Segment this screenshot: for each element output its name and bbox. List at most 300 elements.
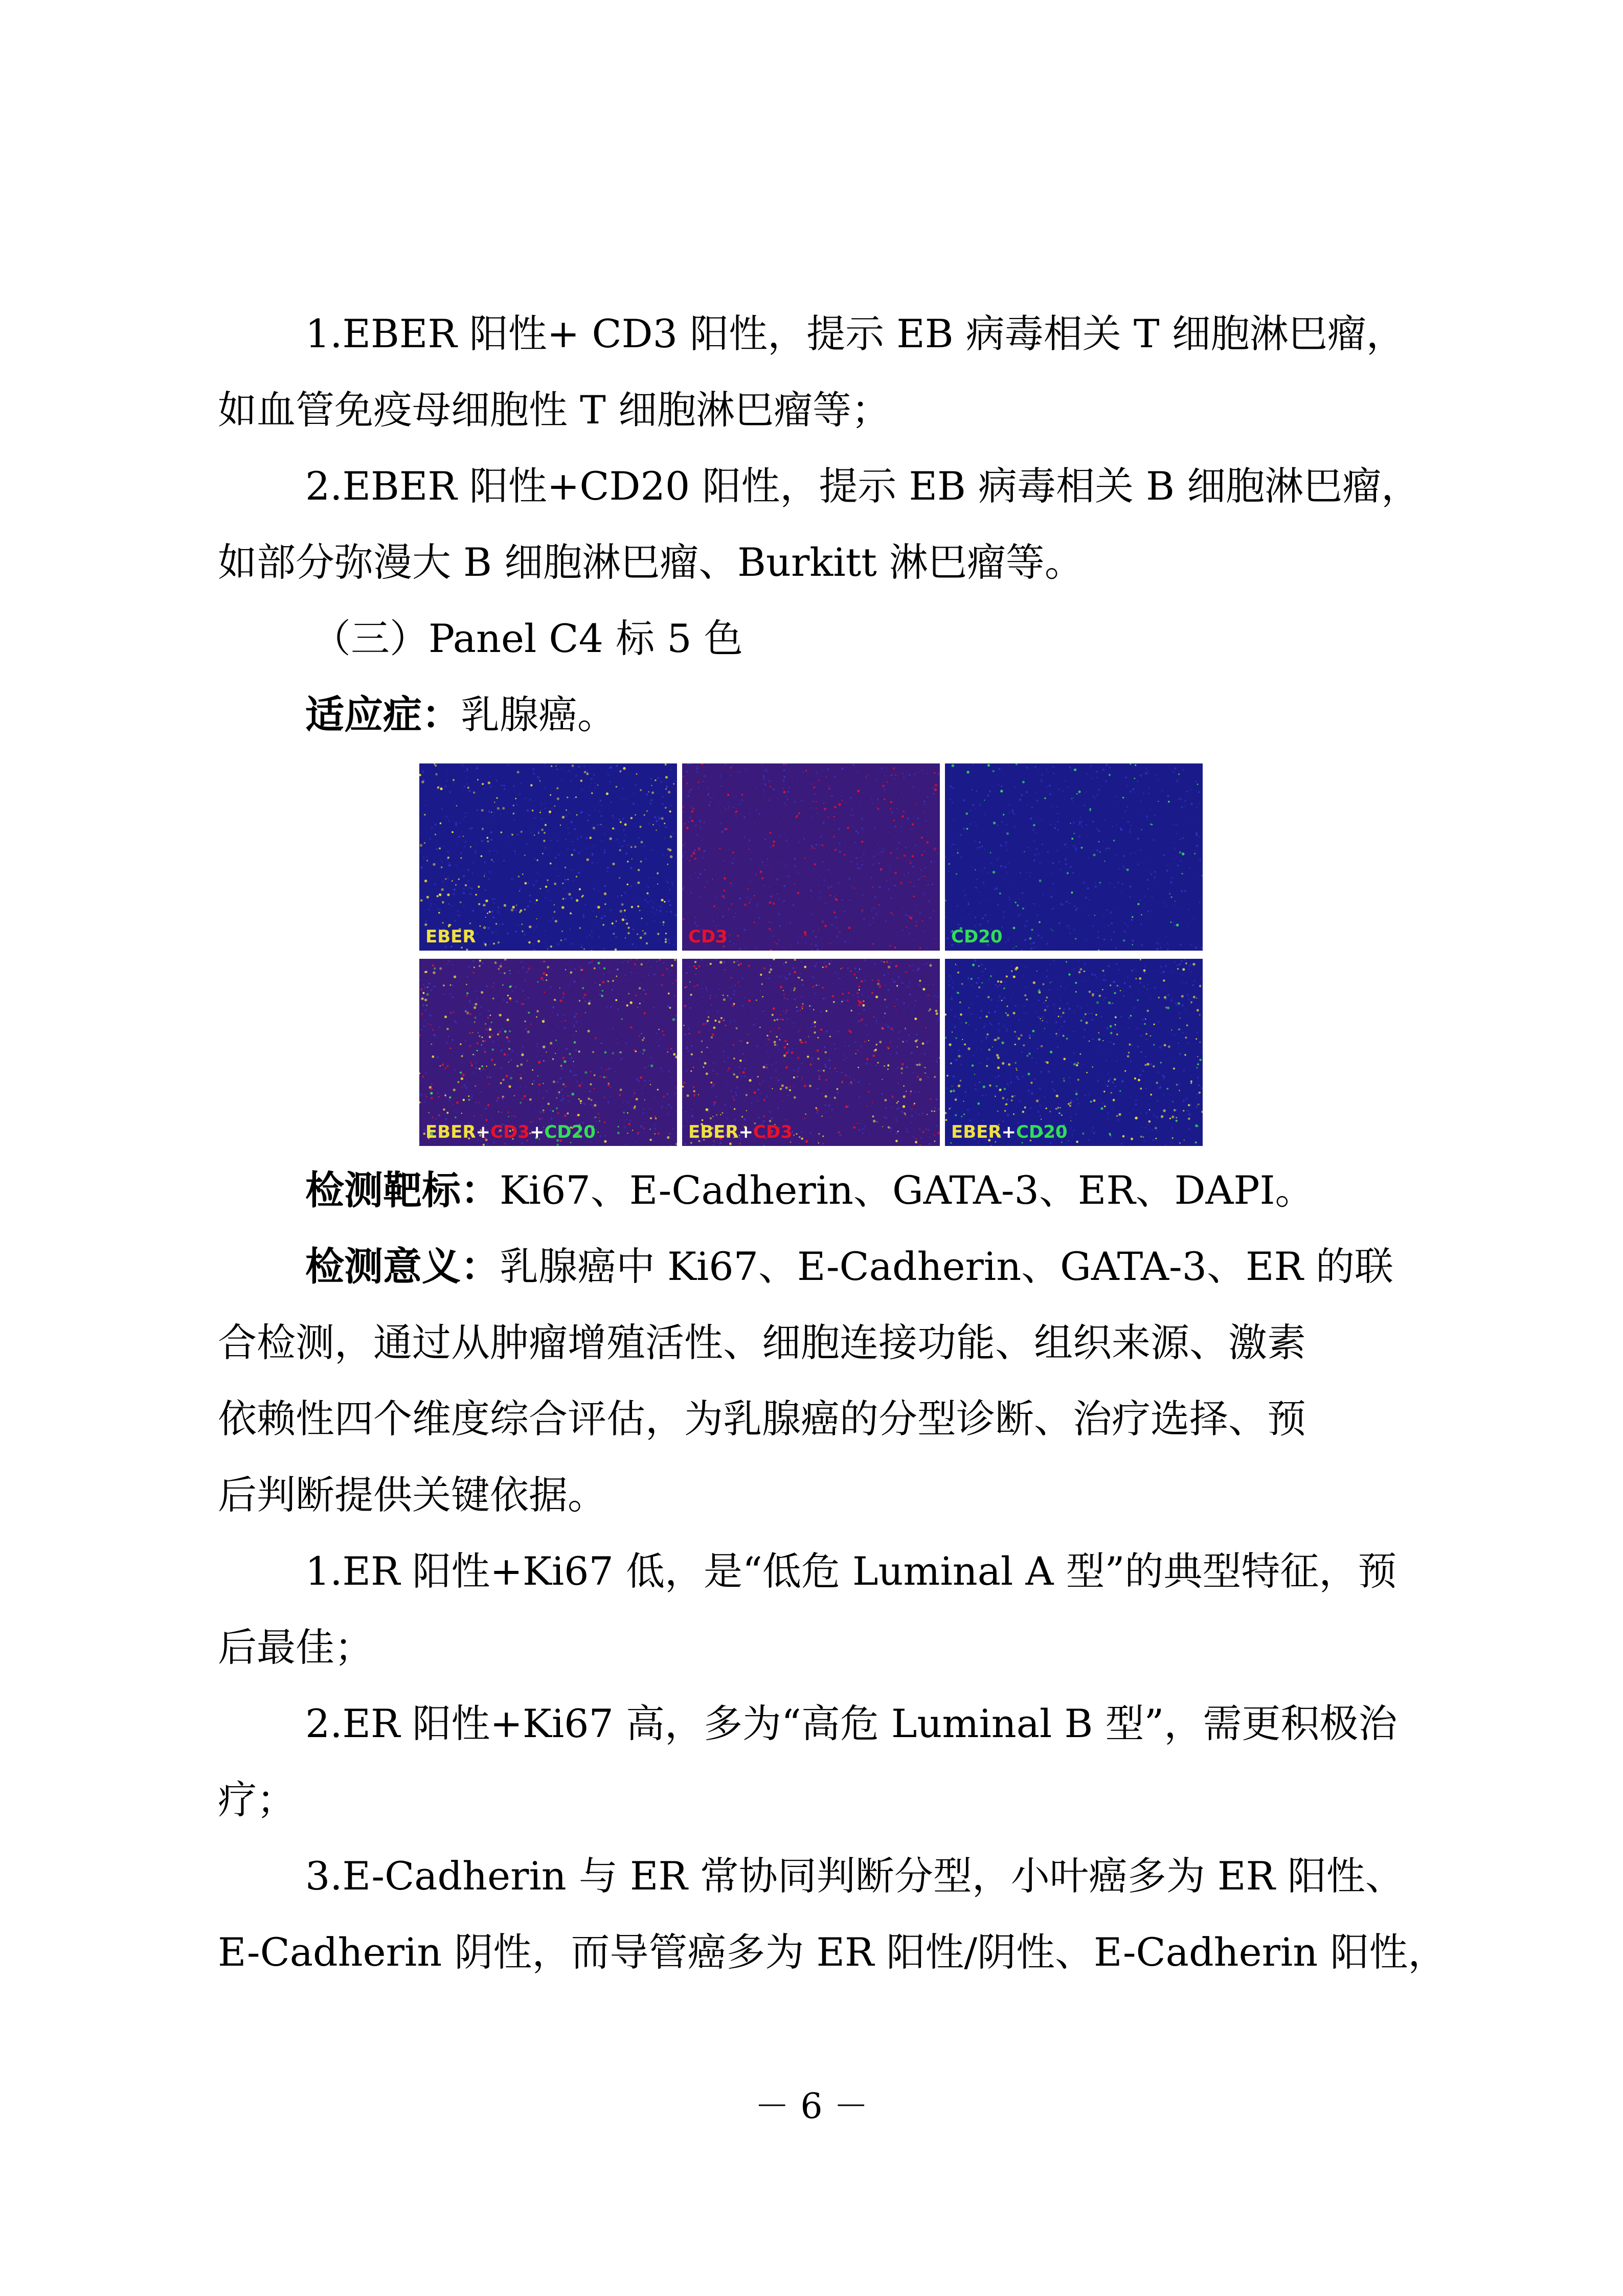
signal-dot — [953, 1090, 955, 1092]
signal-dot — [623, 1112, 625, 1114]
nucleus-dot — [1150, 1098, 1151, 1099]
nucleus-dot — [530, 808, 531, 809]
nucleus-dot — [425, 804, 427, 806]
nucleus-dot — [421, 991, 422, 992]
nucleus-dot — [1172, 972, 1174, 973]
nucleus-dot — [885, 1107, 887, 1109]
signal-dot — [548, 1103, 550, 1105]
nucleus-dot — [509, 973, 511, 975]
signal-dot — [1124, 1070, 1126, 1072]
signal-dot — [849, 1077, 850, 1078]
nucleus-dot — [447, 877, 449, 880]
nucleus-dot — [690, 892, 692, 894]
nucleus-dot — [1103, 938, 1106, 940]
nucleus-dot — [708, 1111, 710, 1113]
nucleus-dot — [1046, 943, 1048, 945]
nucleus-dot — [1154, 815, 1155, 816]
signal-dot — [770, 874, 771, 875]
nucleus-dot — [435, 1118, 437, 1120]
nucleus-dot — [1197, 1031, 1199, 1033]
signal-dot — [916, 1046, 918, 1048]
signal-dot — [763, 1115, 765, 1117]
signal-dot — [669, 1007, 671, 1009]
nucleus-dot — [736, 960, 738, 962]
signal-dot — [926, 1129, 927, 1130]
nucleus-dot — [535, 881, 537, 883]
nucleus-dot — [425, 920, 427, 922]
nucleus-dot — [1016, 1036, 1018, 1037]
signal-dot — [1128, 1052, 1130, 1054]
nucleus-dot — [902, 773, 904, 775]
signal-dot — [475, 1017, 477, 1019]
nucleus-dot — [791, 947, 792, 948]
nucleus-dot — [447, 770, 448, 771]
nucleus-dot — [909, 982, 911, 984]
nucleus-dot — [612, 1047, 613, 1048]
nucleus-dot — [746, 896, 748, 898]
nucleus-dot — [603, 948, 605, 950]
nucleus-dot — [778, 1049, 779, 1050]
signal-dot — [431, 1084, 433, 1085]
signal-dot — [670, 856, 673, 859]
nucleus-dot — [873, 1132, 874, 1133]
signal-dot — [463, 1099, 465, 1101]
nucleus-dot — [844, 1042, 846, 1043]
signal-dot — [782, 990, 784, 992]
signal-dot — [952, 764, 955, 768]
signal-dot — [1016, 966, 1018, 969]
nucleus-dot — [1043, 919, 1044, 920]
nucleus-dot — [708, 1109, 709, 1110]
nucleus-dot — [919, 1134, 920, 1135]
nucleus-dot — [534, 817, 536, 819]
signal-dot — [1199, 1092, 1201, 1094]
nucleus-dot — [923, 931, 926, 933]
nucleus-dot — [928, 900, 930, 902]
nucleus-dot — [571, 1115, 572, 1116]
nucleus-dot — [1114, 907, 1115, 908]
nucleus-dot — [1031, 1057, 1033, 1059]
signal-dot — [804, 858, 805, 859]
nucleus-dot — [1154, 871, 1156, 873]
nucleus-dot — [1126, 806, 1128, 807]
nucleus-dot — [1171, 1034, 1172, 1035]
signal-dot — [481, 809, 484, 812]
nucleus-dot — [998, 1000, 999, 1001]
nucleus-dot — [632, 1138, 633, 1139]
nucleus-dot — [482, 997, 483, 998]
nucleus-dot — [1140, 899, 1142, 901]
nucleus-dot — [841, 792, 842, 793]
signal-dot — [661, 984, 663, 986]
signal-dot — [999, 1089, 1002, 1091]
signal-dot — [1164, 1044, 1166, 1047]
signal-dot — [1158, 801, 1159, 802]
signal-dot — [463, 836, 464, 837]
signal-dot — [628, 1123, 630, 1125]
nucleus-dot — [1005, 985, 1006, 986]
nucleus-dot — [600, 1067, 603, 1070]
nucleus-dot — [1128, 1136, 1129, 1137]
nucleus-dot — [820, 875, 821, 876]
nucleus-dot — [646, 1055, 647, 1056]
signal-dot — [1141, 1051, 1142, 1052]
nucleus-dot — [1057, 988, 1058, 989]
signal-dot — [785, 961, 787, 963]
nucleus-dot — [764, 1057, 765, 1058]
signal-dot — [612, 922, 614, 925]
nucleus-dot — [816, 962, 817, 964]
nucleus-dot — [1174, 1060, 1175, 1061]
signal-dot — [694, 961, 696, 963]
nucleus-dot — [858, 1062, 859, 1063]
nucleus-dot — [1123, 1027, 1124, 1028]
nucleus-dot — [667, 854, 668, 856]
signal-dot — [712, 879, 713, 880]
nucleus-dot — [964, 918, 966, 920]
nucleus-dot — [593, 862, 594, 863]
signal-dot — [1001, 1042, 1004, 1045]
nucleus-dot — [465, 812, 466, 814]
signal-dot — [1197, 1009, 1199, 1011]
signal-dot — [528, 941, 531, 944]
nucleus-dot — [937, 996, 939, 998]
nucleus-dot — [488, 811, 491, 813]
nucleus-dot — [801, 882, 802, 883]
nucleus-dot — [1013, 883, 1015, 884]
signal-dot — [1068, 974, 1070, 976]
nucleus-dot — [762, 885, 764, 887]
paragraph-line: 依赖性四个维度综合评估，为乳腺癌的分型诊断、治疗选择、预 — [218, 1396, 1306, 1442]
nucleus-dot — [567, 939, 568, 940]
signal-dot — [854, 974, 855, 975]
nucleus-dot — [758, 813, 761, 815]
nucleus-dot — [866, 900, 867, 901]
nucleus-dot — [524, 980, 527, 982]
nucleus-dot — [756, 1018, 758, 1020]
nucleus-dot — [492, 916, 494, 918]
nucleus-dot — [1163, 1077, 1165, 1079]
indication-text: 乳腺癌。 — [461, 692, 616, 737]
nucleus-dot — [1096, 794, 1098, 796]
signal-dot — [683, 918, 684, 920]
nucleus-dot — [592, 931, 593, 932]
nucleus-dot — [872, 917, 875, 919]
nucleus-dot — [952, 987, 954, 989]
signal-dot — [1039, 880, 1042, 882]
nucleus-dot — [1176, 1005, 1178, 1006]
signal-dot — [1063, 1058, 1066, 1061]
nucleus-dot — [1053, 1004, 1055, 1006]
signal-dot — [990, 852, 991, 853]
signal-dot — [432, 964, 435, 967]
signal-dot — [581, 896, 583, 897]
nucleus-dot — [630, 979, 631, 980]
nucleus-dot — [783, 997, 785, 999]
nucleus-dot — [799, 1067, 801, 1069]
nucleus-dot — [778, 939, 780, 941]
nucleus-dot — [1033, 860, 1035, 862]
signal-dot — [762, 996, 763, 998]
nucleus-dot — [1051, 873, 1052, 874]
signal-dot — [804, 966, 806, 969]
nucleus-dot — [502, 1028, 504, 1030]
signal-dot — [432, 1116, 434, 1118]
nucleus-dot — [624, 892, 626, 894]
nucleus-dot — [1061, 842, 1062, 843]
nucleus-dot — [897, 785, 899, 787]
nucleus-dot — [828, 1097, 830, 1098]
signal-dot — [722, 895, 725, 898]
signal-dot — [449, 924, 451, 926]
nucleus-dot — [455, 1022, 458, 1024]
signal-dot — [579, 888, 581, 890]
nucleus-dot — [842, 824, 843, 825]
signal-dot — [511, 834, 513, 836]
nucleus-dot — [1065, 988, 1066, 989]
nucleus-dot — [511, 1031, 512, 1032]
nucleus-dot — [1182, 1032, 1184, 1033]
signal-dot — [724, 877, 726, 880]
nucleus-dot — [489, 1076, 491, 1078]
nucleus-dot — [524, 934, 526, 936]
nucleus-dot — [656, 984, 657, 985]
nucleus-dot — [621, 1034, 622, 1036]
nucleus-dot — [919, 1128, 920, 1130]
signal-dot — [527, 1061, 528, 1062]
nucleus-dot — [814, 993, 816, 995]
signal-dot — [1135, 1117, 1138, 1120]
signal-dot — [514, 1115, 516, 1117]
nucleus-dot — [642, 935, 644, 937]
nucleus-dot — [1032, 829, 1034, 831]
signal-dot — [545, 824, 547, 826]
nucleus-dot — [999, 996, 1001, 998]
nucleus-dot — [1196, 832, 1198, 835]
signal-dot — [781, 1085, 784, 1087]
nucleus-dot — [659, 910, 662, 913]
signal-dot — [1108, 1001, 1111, 1004]
nucleus-dot — [795, 851, 796, 852]
nucleus-dot — [755, 1079, 756, 1081]
nucleus-dot — [878, 886, 881, 889]
nucleus-dot — [448, 862, 450, 864]
nucleus-dot — [876, 807, 877, 808]
nucleus-dot — [562, 997, 565, 999]
nucleus-dot — [874, 896, 876, 898]
signal-dot — [785, 1087, 788, 1089]
nucleus-dot — [912, 964, 914, 965]
signal-dot — [439, 847, 441, 849]
nucleus-dot — [715, 1036, 716, 1037]
nucleus-dot — [727, 1008, 728, 1010]
nucleus-dot — [665, 881, 666, 882]
nucleus-dot — [520, 961, 522, 963]
nucleus-dot — [683, 1140, 684, 1141]
nucleus-dot — [503, 784, 505, 786]
signal-dot — [1029, 937, 1031, 940]
nucleus-dot — [950, 1009, 952, 1011]
signal-dot — [1074, 769, 1076, 771]
nucleus-dot — [998, 768, 1001, 770]
nucleus-dot — [857, 772, 859, 773]
nucleus-dot — [924, 1053, 926, 1055]
nucleus-dot — [770, 1077, 773, 1080]
nucleus-dot — [891, 867, 892, 868]
nucleus-dot — [518, 1086, 519, 1087]
signal-dot — [1179, 1090, 1180, 1091]
nucleus-dot — [815, 944, 817, 947]
signal-dot — [460, 1071, 462, 1074]
nucleus-dot — [525, 1087, 527, 1088]
nucleus-dot — [1103, 999, 1104, 1001]
nucleus-dot — [1010, 1082, 1012, 1084]
signal-dot — [785, 1066, 788, 1069]
nucleus-dot — [669, 879, 670, 880]
signal-dot — [934, 772, 935, 774]
nucleus-dot — [967, 1109, 969, 1111]
nucleus-dot — [561, 1021, 562, 1023]
nucleus-dot — [655, 1092, 656, 1093]
signal-dot — [813, 801, 814, 802]
nucleus-dot — [861, 818, 863, 820]
signal-dot — [513, 805, 514, 806]
nucleus-dot — [701, 840, 702, 841]
signal-dot — [909, 965, 911, 966]
nucleus-dot — [1084, 980, 1086, 982]
nucleus-dot — [710, 972, 711, 974]
signal-dot — [794, 1135, 795, 1136]
signal-dot — [620, 821, 622, 823]
nucleus-dot — [1137, 1046, 1139, 1048]
nucleus-dot — [726, 1043, 727, 1044]
signal-dot — [1075, 991, 1077, 993]
nucleus-dot — [1009, 904, 1010, 905]
nucleus-dot — [727, 1118, 728, 1119]
nucleus-dot — [587, 820, 589, 822]
nucleus-dot — [741, 799, 743, 802]
nucleus-dot — [615, 970, 617, 971]
nucleus-dot — [890, 1032, 891, 1033]
nucleus-dot — [579, 1110, 580, 1111]
signal-dot — [488, 781, 490, 784]
nucleus-dot — [911, 829, 913, 830]
signal-dot — [538, 1061, 540, 1064]
signal-dot — [498, 1097, 500, 1099]
signal-dot — [1098, 1032, 1099, 1033]
signal-dot — [747, 1034, 748, 1035]
panel-background — [419, 763, 677, 951]
nucleus-dot — [757, 1089, 760, 1091]
nucleus-dot — [1169, 891, 1170, 892]
nucleus-dot — [733, 965, 734, 966]
signal-dot — [1098, 1038, 1101, 1041]
signal-dot — [1044, 797, 1046, 799]
signal-dot — [882, 784, 885, 787]
nucleus-dot — [534, 929, 535, 930]
nucleus-dot — [896, 807, 898, 809]
nucleus-dot — [744, 1014, 745, 1015]
nucleus-dot — [1107, 989, 1108, 990]
nucleus-dot — [871, 864, 872, 865]
signal-dot — [572, 764, 574, 767]
nucleus-dot — [489, 967, 490, 968]
nucleus-dot — [547, 882, 549, 883]
nucleus-dot — [829, 1067, 831, 1069]
signal-dot — [1116, 1033, 1118, 1036]
nucleus-dot — [755, 787, 757, 789]
nucleus-dot — [629, 1050, 631, 1051]
signal-dot — [1017, 905, 1019, 907]
signal-dot — [497, 807, 500, 809]
nucleus-dot — [720, 823, 722, 825]
nucleus-dot — [775, 1062, 778, 1064]
nucleus-dot — [527, 882, 529, 884]
nucleus-dot — [982, 987, 983, 988]
nucleus-dot — [994, 970, 995, 971]
signal-dot — [1132, 916, 1134, 918]
nucleus-dot — [527, 906, 529, 908]
nucleus-dot — [1060, 985, 1062, 987]
nucleus-dot — [533, 884, 535, 887]
nucleus-dot — [729, 940, 731, 942]
nucleus-dot — [1066, 1143, 1067, 1144]
nucleus-dot — [875, 779, 877, 781]
signal-dot — [639, 1003, 641, 1004]
nucleus-dot — [735, 1119, 736, 1120]
signal-dot — [966, 771, 970, 774]
nucleus-dot — [1177, 865, 1179, 867]
nucleus-dot — [640, 1125, 643, 1128]
signal-dot — [966, 828, 968, 830]
nucleus-dot — [1150, 809, 1151, 811]
nucleus-dot — [454, 888, 455, 889]
signal-dot — [558, 1091, 560, 1093]
signal-dot — [522, 924, 523, 925]
nucleus-dot — [475, 1067, 477, 1069]
nucleus-dot — [1052, 1088, 1053, 1090]
nucleus-dot — [1056, 806, 1058, 808]
signal-dot — [1071, 798, 1072, 799]
signal-dot — [780, 1088, 782, 1090]
nucleus-dot — [648, 1108, 650, 1110]
nucleus-dot — [595, 982, 596, 984]
nucleus-dot — [1182, 840, 1183, 841]
nucleus-dot — [624, 974, 626, 976]
signal-dot — [628, 993, 629, 995]
signal-dot — [1093, 1099, 1096, 1102]
signal-dot — [589, 837, 592, 839]
signal-dot — [460, 857, 462, 859]
nucleus-dot — [907, 876, 908, 877]
nucleus-dot — [1174, 924, 1176, 926]
signal-dot — [563, 1060, 567, 1063]
nucleus-dot — [484, 862, 486, 864]
nucleus-dot — [447, 960, 450, 963]
nucleus-dot — [716, 883, 717, 884]
nucleus-dot — [534, 858, 536, 860]
signal-dot — [1190, 1082, 1192, 1084]
nucleus-dot — [883, 851, 884, 852]
nucleus-dot — [876, 1022, 877, 1024]
nucleus-dot — [1102, 1103, 1104, 1105]
signal-dot — [641, 841, 643, 843]
nucleus-dot — [970, 1119, 972, 1121]
signal-dot — [916, 804, 917, 805]
nucleus-dot — [625, 1143, 626, 1145]
signal-dot — [864, 1041, 866, 1043]
signal-dot — [466, 949, 468, 951]
